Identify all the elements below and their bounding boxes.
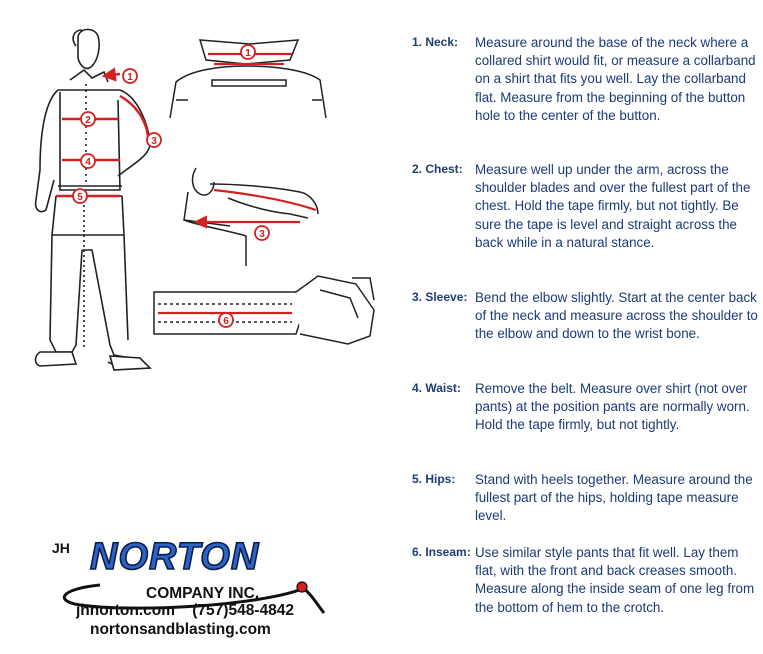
marker-label: 3 [151,136,157,147]
measurement-illustrations [0,0,400,380]
marker-label: 5 [77,192,83,203]
website-link[interactable]: jhnorton.com [76,602,176,619]
marker-label: 4 [85,157,91,168]
instruction-label: 2. Chest: [412,162,463,176]
marker-label: 3 [259,229,265,240]
instruction-label: 3. Sleeve: [412,290,468,304]
website-link-2[interactable]: nortonsandblasting.com [90,621,271,638]
marker-label: 1 [127,72,133,83]
sleeve-drawing [184,168,318,266]
logo-company: COMPANY INC. [146,585,260,602]
instruction-text: Measure well up under the arm, across the shoulder blades and over the fullest part of the chest. Hold the tape firmly, but not tightly. Be sure the tape is level and straight across the back while in a natural stance. [475,162,751,250]
instruction-label: 4. Waist: [412,381,461,395]
instruction-text: Bend the elbow slightly. Start at the center back of the neck and measure across the shoulder to the elbow and down to the wrist bone. [475,290,758,342]
marker-label: 6 [223,316,229,327]
instruction-label: 5. Hips: [412,472,456,486]
instruction-text: Measure around the base of the neck where a collared shirt would fit, or measure a collarband on a shirt that fits you well. Lay the collarband flat. Measure from the beginning of the button hole to the center of the button. [475,35,756,123]
logo-contact [76,602,294,620]
pants-drawing [154,276,374,344]
instruction-text: Remove the belt. Measure over shirt (not over pants) at the position pants are normally worn. Hold the tape firmly, but not tightly. [475,381,750,433]
instruction-text: Stand with heels together. Measure around the fullest part of the hips, holding tape measure level. [475,472,753,524]
figure-markers [73,69,161,203]
marker-label: 2 [85,115,91,126]
logo-prefix: JH [52,540,70,556]
instruction-text: Use similar style pants that fit well. Lay them flat, with the front and back creases smooth. Measure along the inside seam of one leg from the bottom of hem to the crotch. [475,545,755,615]
marker-label: 1 [245,48,251,59]
figure-measure-lines [56,74,148,196]
company-logo [40,535,360,650]
instruction-label: 1. Neck: [412,35,459,49]
instruction-label: 6. Inseam: [412,545,471,559]
phone-number: (757)548-4842 [192,602,294,619]
logo-name: NORTON [90,536,260,578]
